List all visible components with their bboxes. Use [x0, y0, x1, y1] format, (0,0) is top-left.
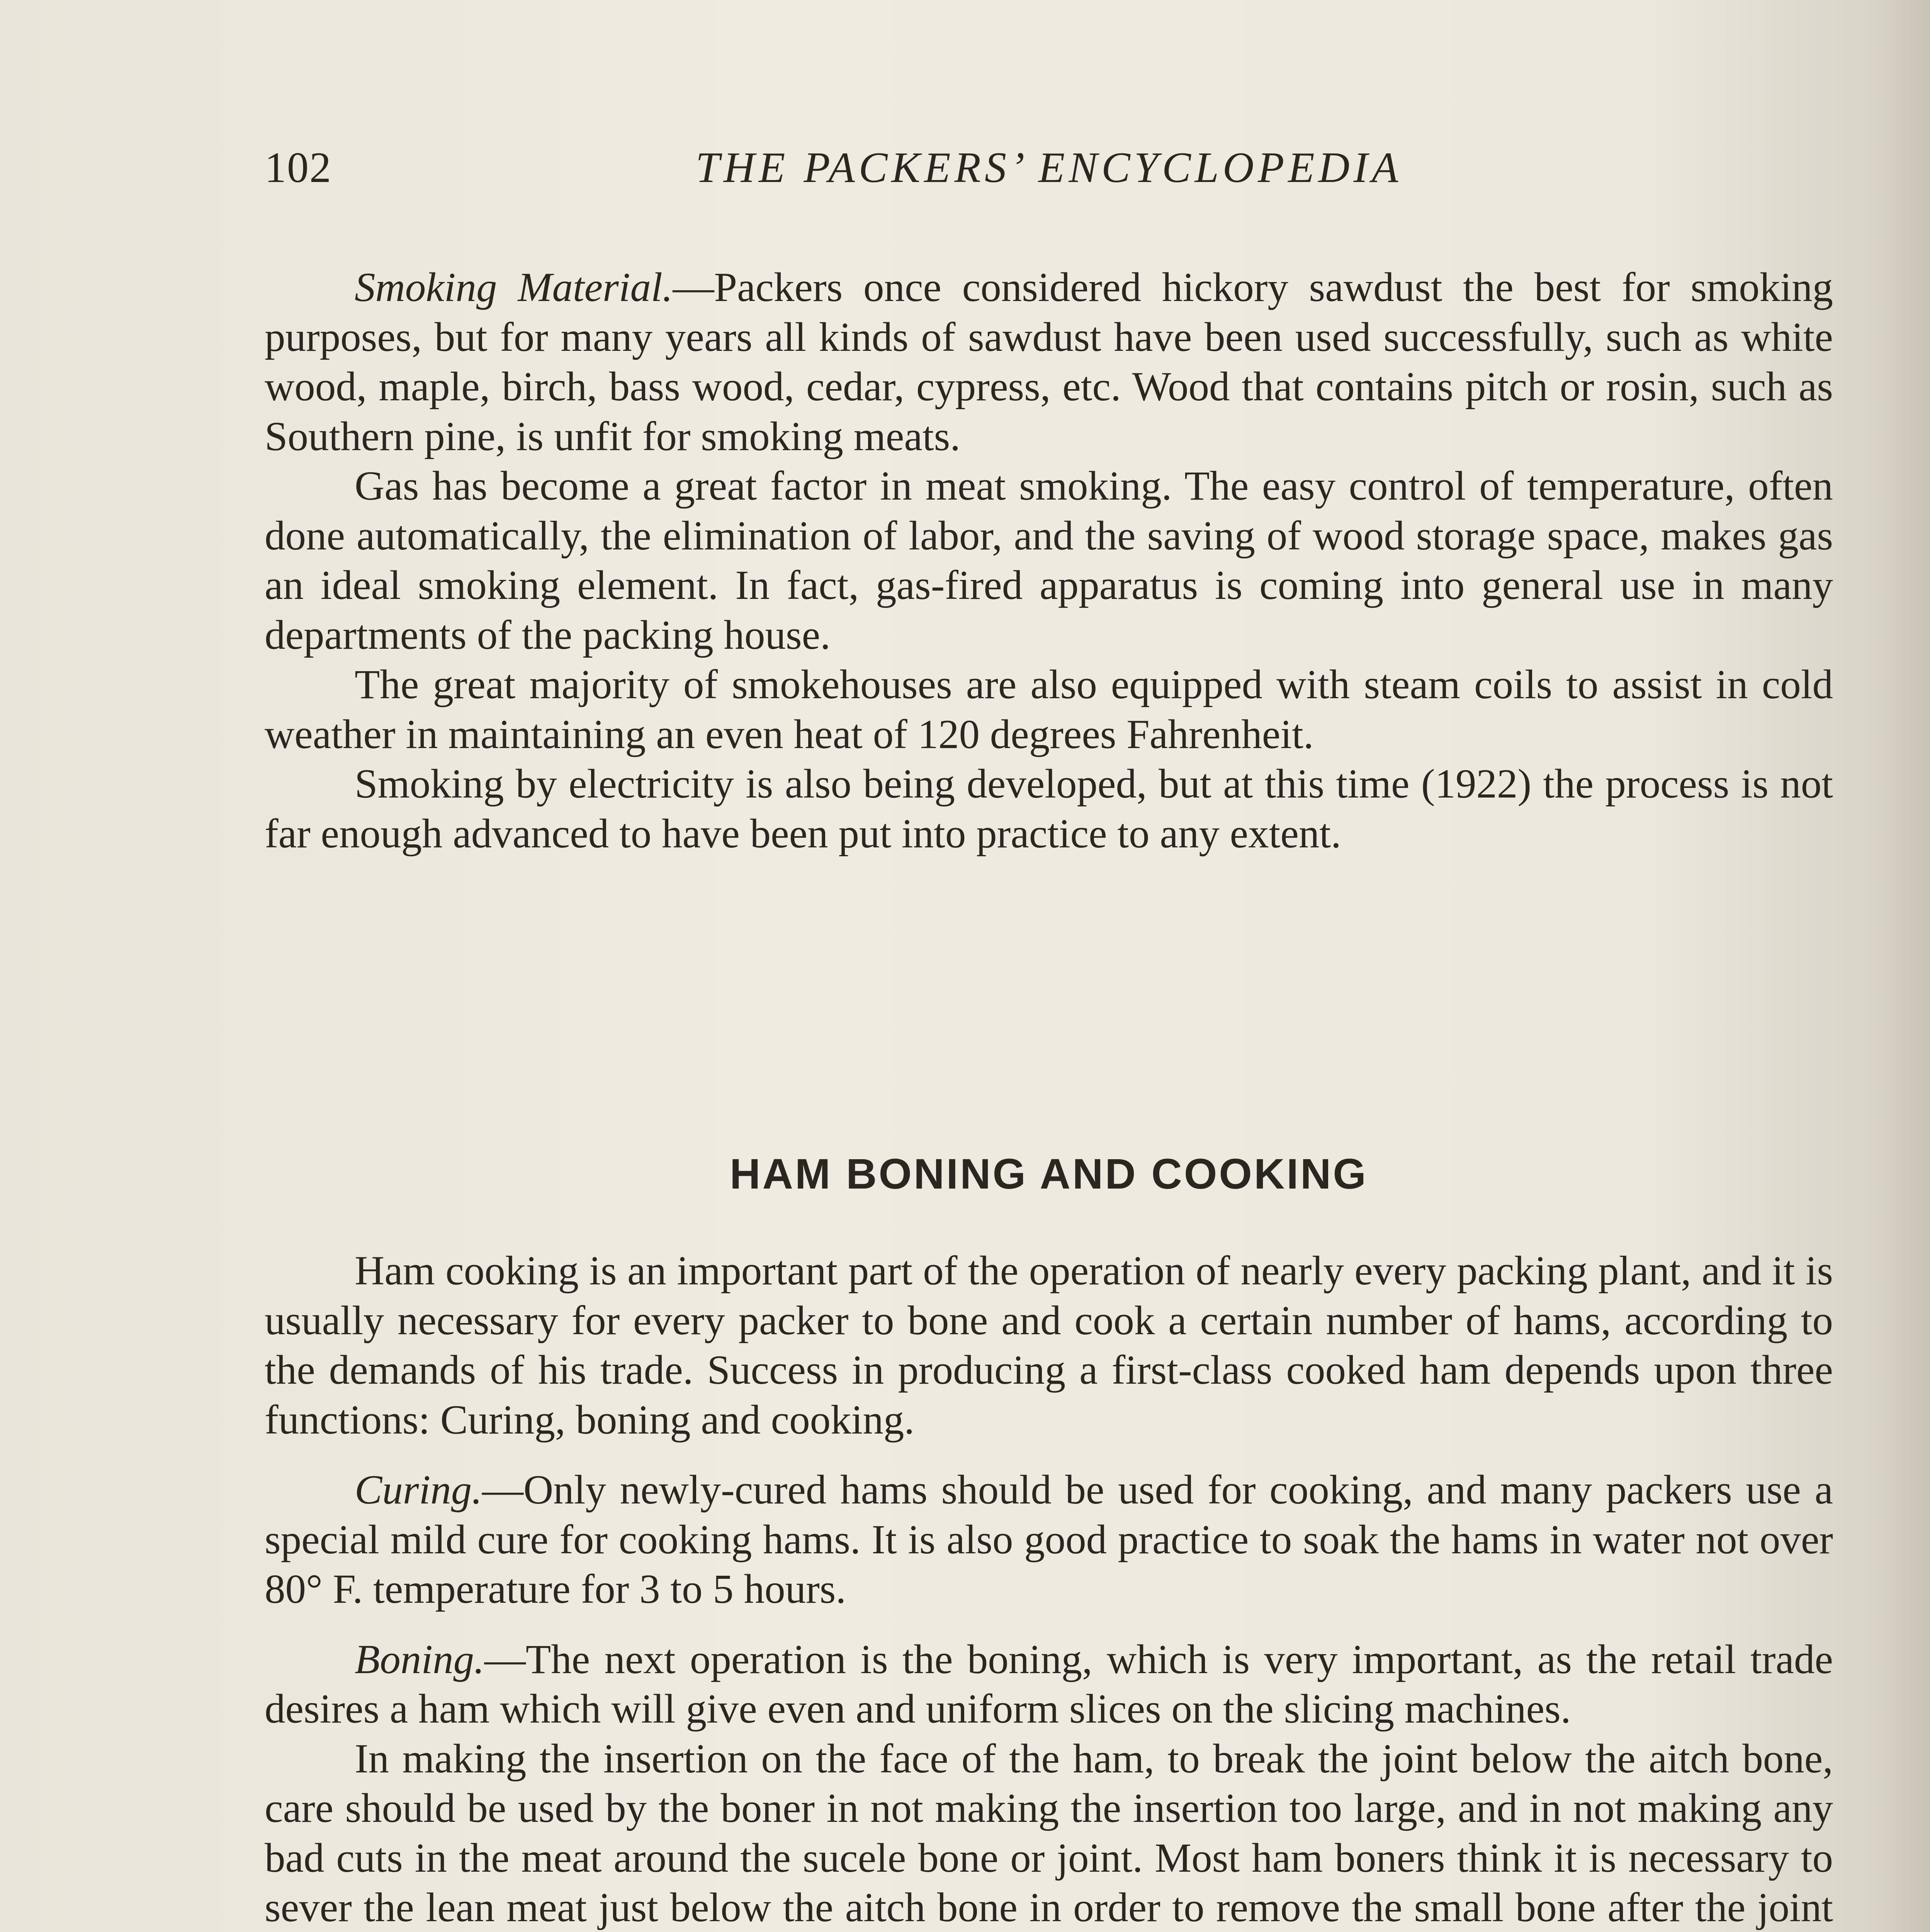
- page-header: [265, 143, 1833, 205]
- page-number: 102: [265, 144, 332, 192]
- paragraph: [265, 263, 1833, 461]
- smoking-section: [265, 263, 1833, 859]
- run-in-heading: Curing.: [355, 1467, 482, 1513]
- paragraph-text: —The next operation is the boning, which is very important, as the retail trade desires a ham which will give even and uniform slices on the slicing machines.: [265, 1636, 1833, 1732]
- paragraph: Ham cooking is an important part of the operation of nearly every packing plant, and it is usually necessary for every packer to bone and cook a certain number of hams, according to the demands of his trade. Success in producing a first-class cooked ham depends upon three functions: Curing, boning and cooking.: [265, 1248, 1833, 1443]
- paragraph-text: —Packers once considered hickory sawdust the best for smoking purposes, but for many years all kinds of sawdust have been used successfully, such as white wood, maple, birch, bass wood, cedar, cypress, etc. Wood that contains pitch or rosin, such as Southern pine, is unfit for smoking meats.: [265, 265, 1833, 459]
- ham-section: [265, 1246, 1833, 1932]
- run-in-heading: Boning.: [355, 1636, 484, 1682]
- paragraph: The great majority of smokehouses are also equipped with steam coils to assist in cold weather in maintaining an even heat of 120 degrees Fahrenheit.: [265, 662, 1833, 757]
- paragraph-text: —Only newly-cured hams should be used for cooking, and many packers use a special mild cure for cooking hams. It is also good practice to soak the hams in water not over 80° F. temperature for 3 to 5 hours.: [265, 1467, 1833, 1612]
- paragraph: [265, 1465, 1833, 1614]
- paragraph: Gas has become a great factor in meat smoking. The easy control of temperature, often done automatically, the elimination of labor, and the saving of wood storage space, makes gas an ideal smoking element. In fact, gas-fired apparatus is coming into general use in many departments of the packing house.: [265, 463, 1833, 658]
- running-title: THE PACKERS’ ENCYCLOPEDIA: [695, 144, 1402, 192]
- paragraph: In making the insertion on the face of the ham, to break the joint below the aitch bone, care should be used by the boner in not making the insertion too large, and in not making any bad cuts in the meat around the sucele bone or joint. Most ham boners think it is necessary to sever the lean meat just below the aitch bone in order to remove the small bone after the joint: [265, 1736, 1833, 1930]
- paragraph: Smoking by electricity is also being developed, but at this time (1922) the process is not far enough advanced to have been put into practice to any extent.: [265, 761, 1833, 857]
- paragraph: [265, 1635, 1833, 1734]
- section-heading: HAM BONING AND COOKING: [730, 1150, 1368, 1198]
- run-in-heading: Smoking Material.: [355, 265, 673, 310]
